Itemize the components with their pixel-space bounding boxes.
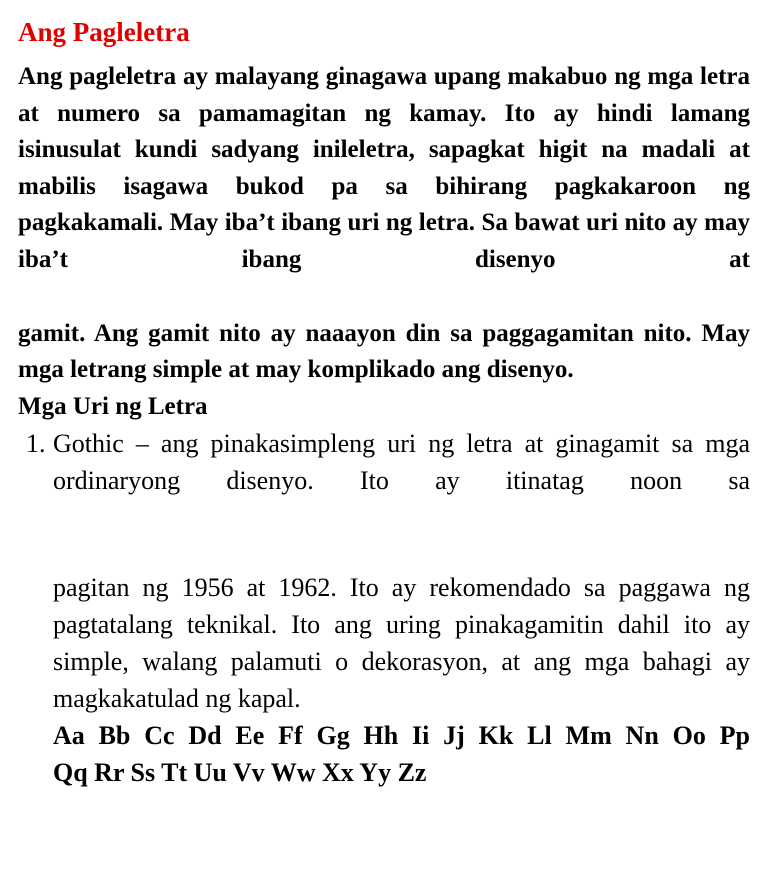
document-page — [18, 14, 750, 791]
intro-paragraph-part-2: gamit. Ang gamit nito ay naaayon din sa paggagamitan nito. May mga letrang simple at may komplikado ang disenyo. — [18, 319, 750, 384]
section-heading: Mga Uri ng Letra — [18, 392, 208, 420]
alphabet-sample — [18, 717, 750, 791]
alphabet-line-1: Aa Bb Cc Dd Ee Ff Gg Hh Ii Jj Kk Ll Mm Nn Oo Pp — [53, 721, 750, 751]
document-title: Ang Pagleletra — [18, 17, 190, 47]
list-item-text-part-2: pagitan ng 1956 at 1962. Ito ay rekomendado sa paggawa ng pagtatalang teknikal. Ito ang uring pinakagamitin dahil ito ay simple, walang palamuti o dekorasyon, at ang mga bahagi ay magkakatulad ng kapal. — [53, 573, 750, 714]
list-item-text-part-1: Gothic – ang pinakasimpleng uri ng letra at ginagamit sa mga ordinaryong disenyo. Ito ay itinatag noon sa — [53, 429, 750, 496]
intro-paragraph-part-1: Ang pagleletra ay malayang ginagawa upang makabuo ng mga letra at numero sa pamamagitan ng kamay. Ito ay hindi lamang isinusulat kundi sadyang inileletra, sapagkat higit na madali at mabilis isagawa bukod pa sa bihirang pagkakaroon ng pagkakamali. May iba’t ibang uri ng letra. Sa bawat uri nito ay may iba’t ibang disenyo at — [18, 63, 750, 273]
list-item-number: 1. — [26, 429, 46, 459]
alphabet-line-2: Qq Rr Ss Tt Uu Vv Ww Xx Yy Zz — [53, 758, 427, 788]
list-item — [18, 425, 750, 717]
